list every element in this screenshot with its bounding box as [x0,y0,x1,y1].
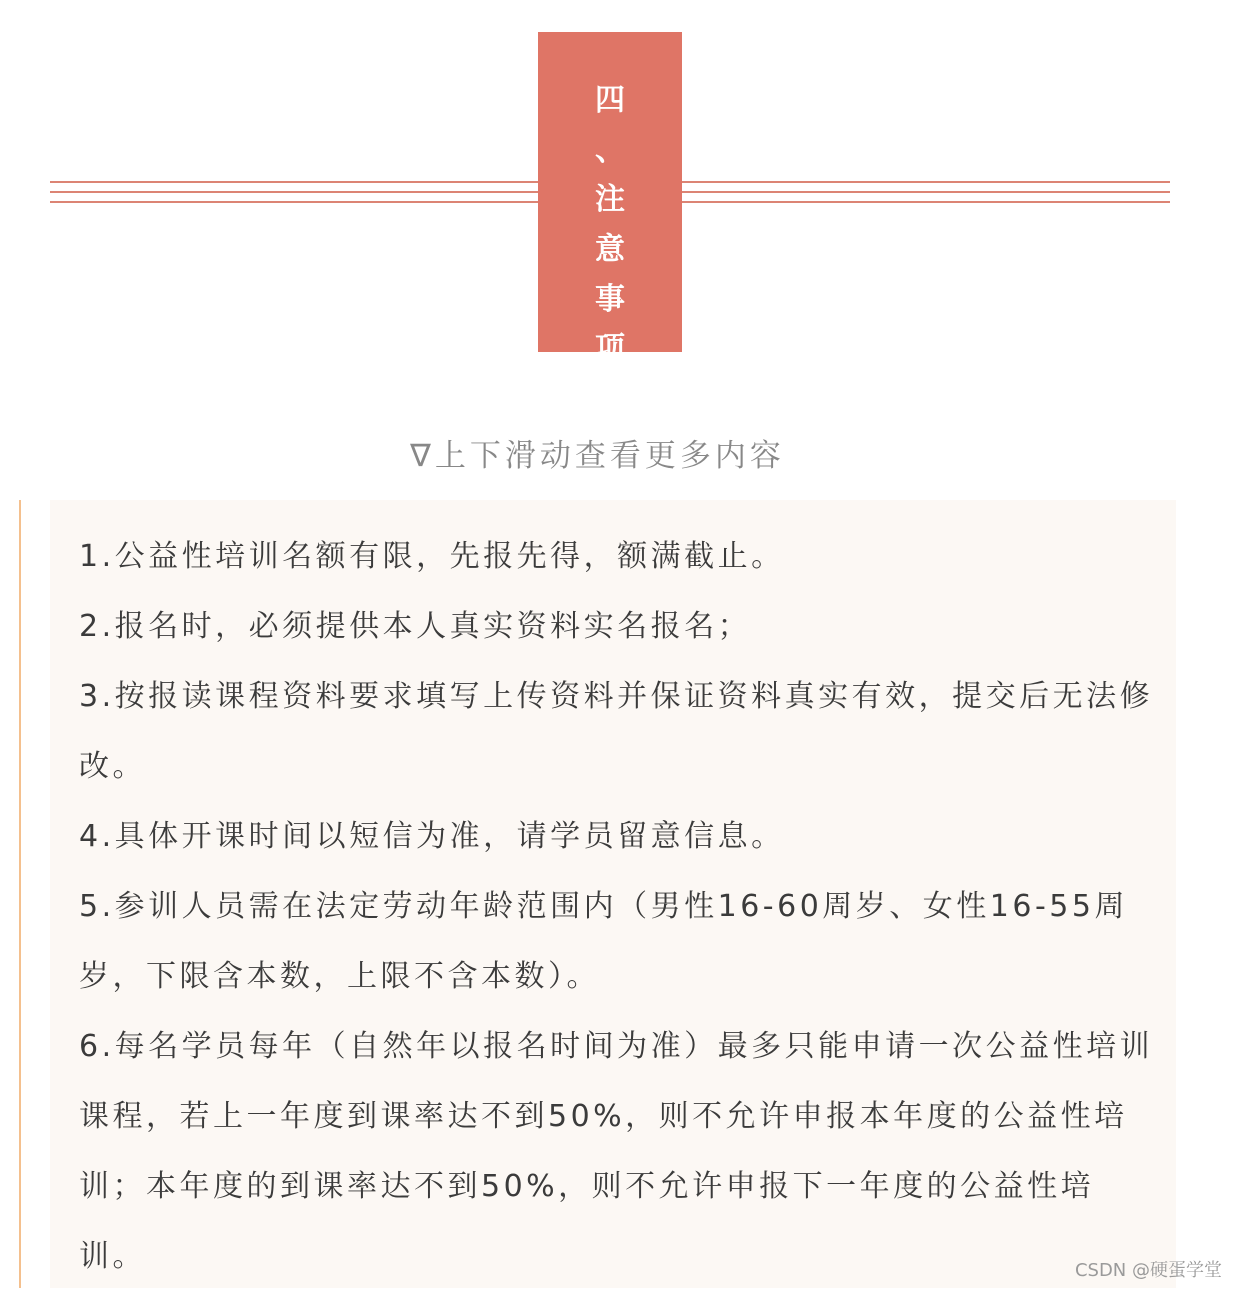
note-item: 4.具体开课时间以短信为准，请学员留意信息。 [79,819,785,854]
section-title-char: 、 [595,132,625,168]
section-title-char: 注 [595,182,625,218]
section-title-char: 事 [595,281,625,317]
note-item: 1.公益性培训名额有限，先报先得，额满截止。 [79,539,785,574]
section-title-box [538,32,682,367]
note-item: 6.每名学员每年（自然年以报名时间为准）最多只能申请一次公益性培训课程，若上一年度到课率达不到50%，则不允许申报本年度的公益性培训；本年度的到课率达不到50%，则不允许申报下一年度的公益性培训。 [79,1029,1154,1274]
note-item: 2.报名时，必须提供本人真实资料实名报名； [79,609,752,644]
section-title-char: 项 [595,331,625,367]
note-item: 3.按报读课程资料要求填写上传资料并保证资料真实有效，提交后无法修改。 [79,679,1154,784]
watermark: CSDN @硬蛋学堂 [1074,1260,1222,1281]
notes-scroll-panel[interactable] [50,500,1176,1288]
side-accent-line [19,500,21,1288]
section-title-char: 四 [595,83,625,118]
note-item: 5.参训人员需在法定劳动年龄范围内（男性16-60周岁、女性16-55周岁，下限含本数，上限不含本数）。 [79,889,1128,994]
scroll-hint: ∇上下滑动查看更多内容 [410,438,785,474]
section-title-char: 意 [595,232,625,268]
